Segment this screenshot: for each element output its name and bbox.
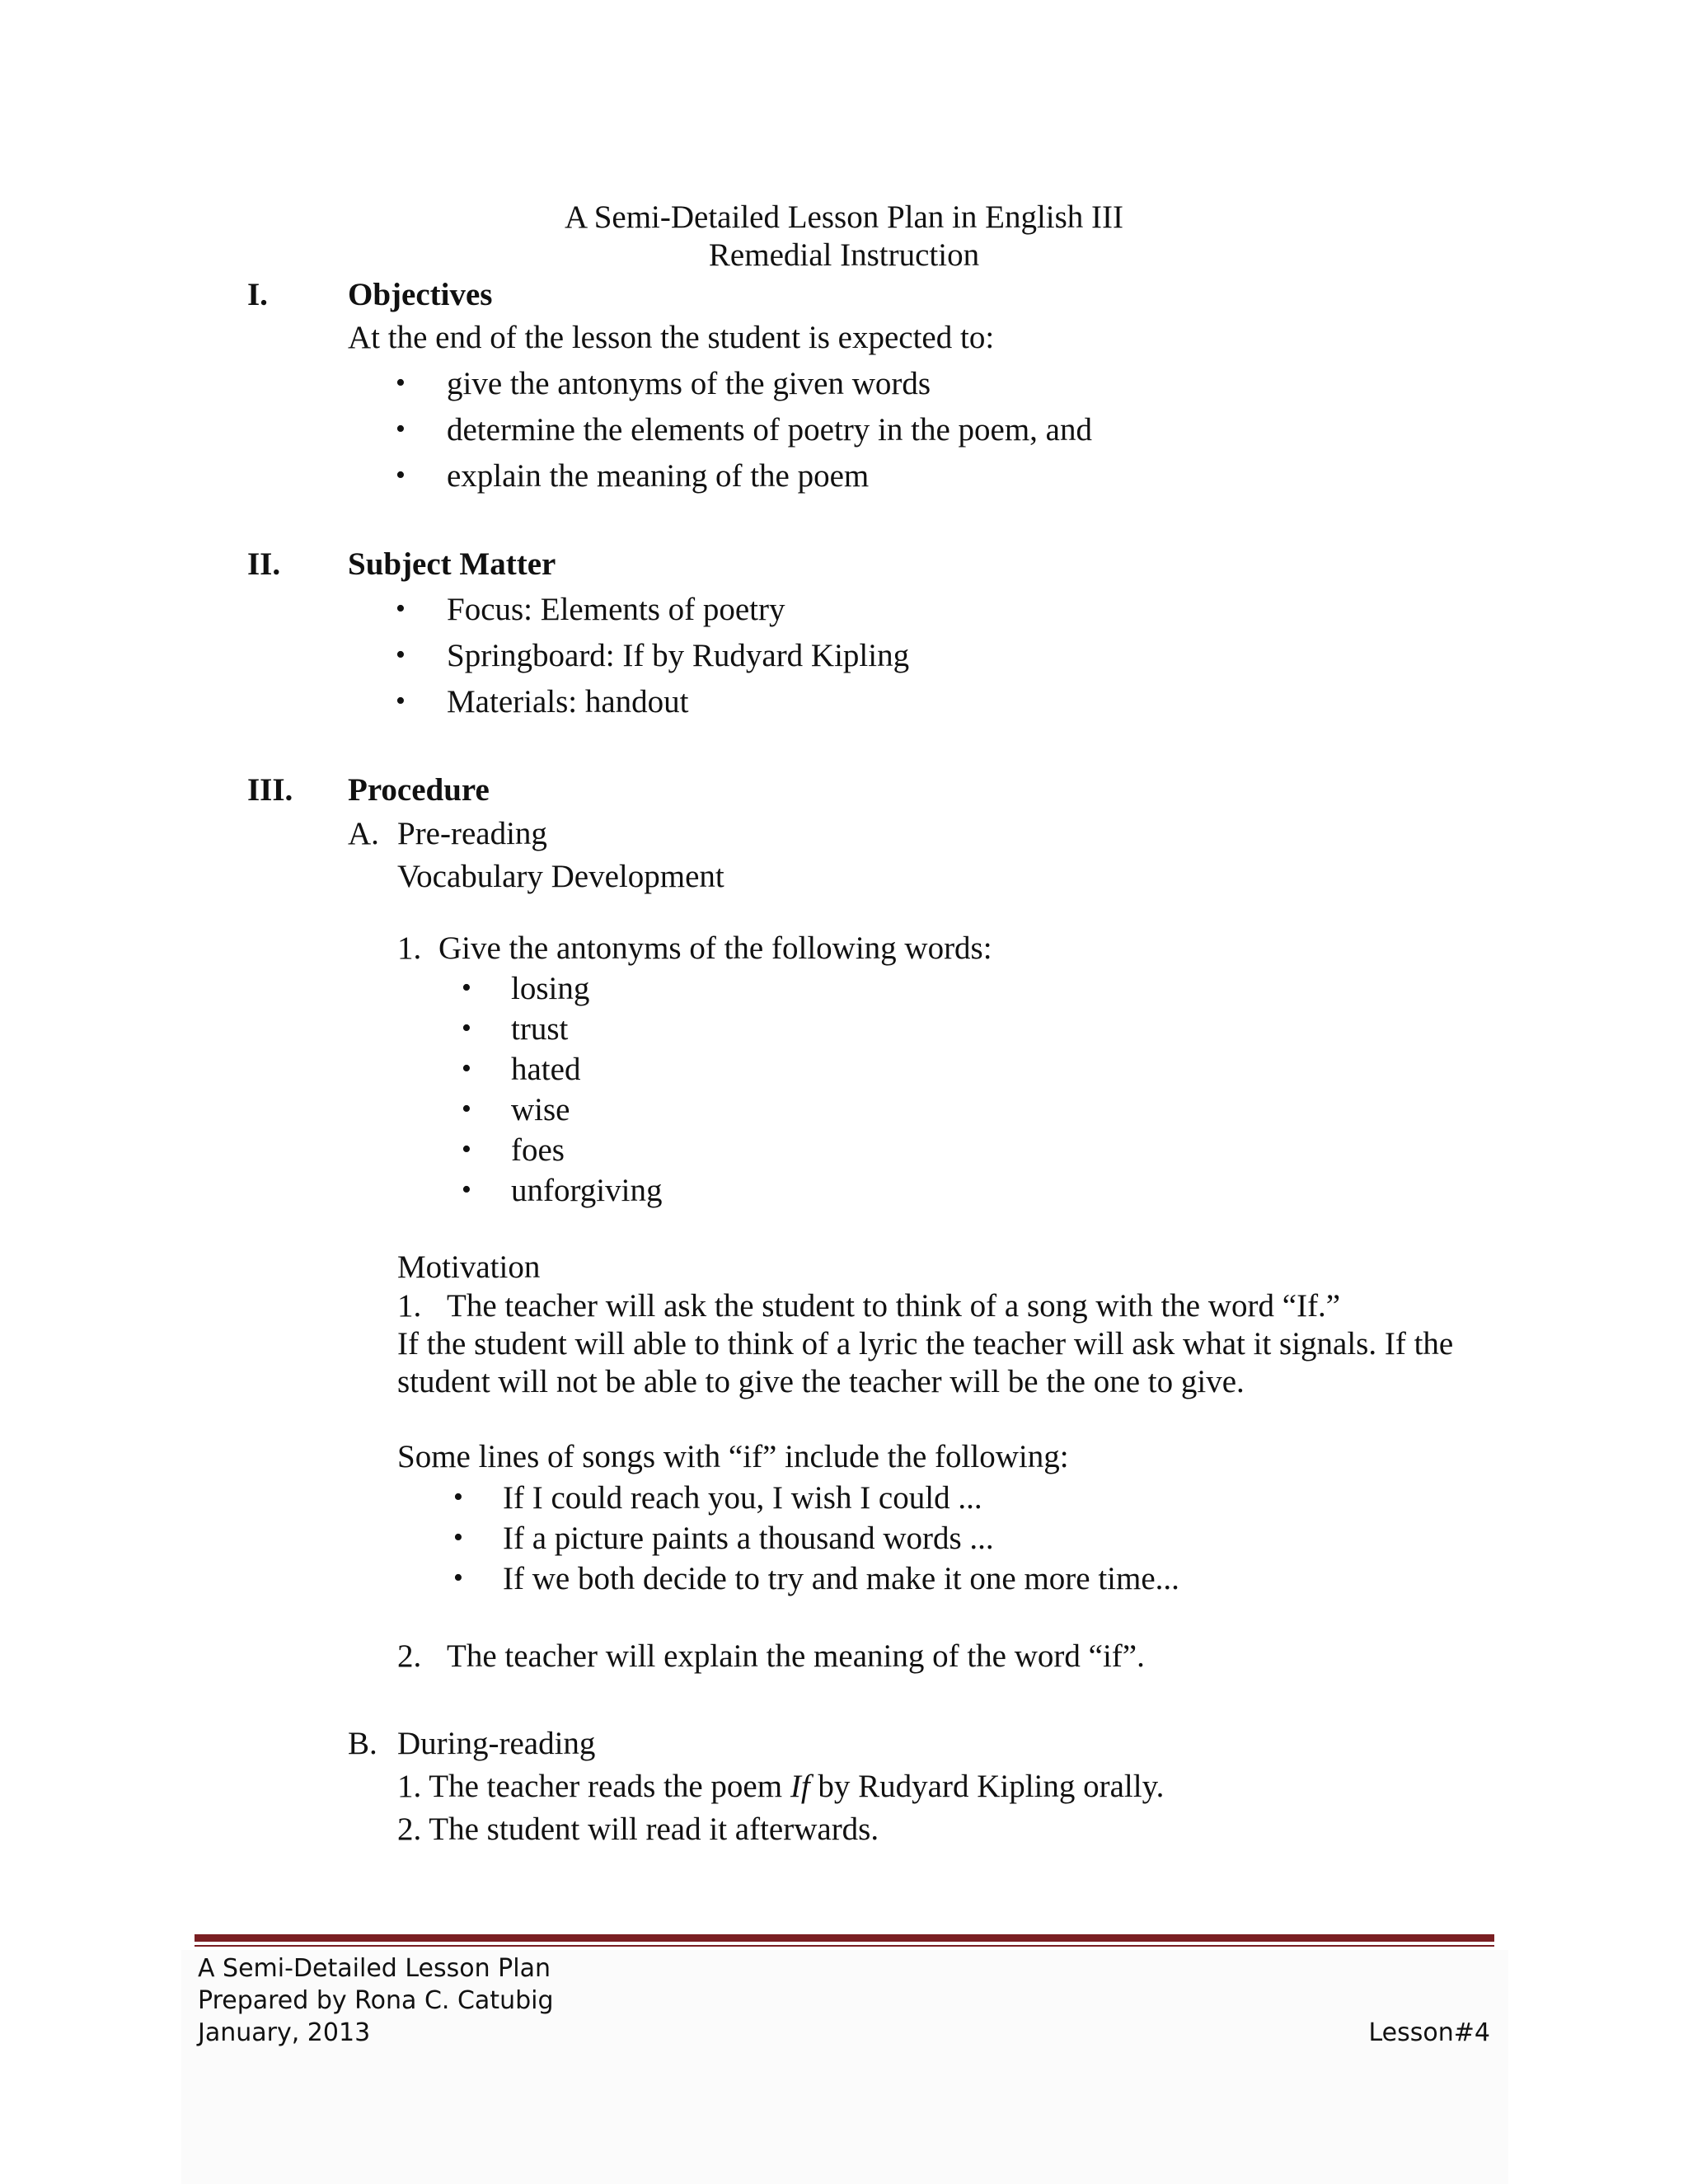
vocab-word: wise (511, 1092, 570, 1127)
subject-matter-item: Materials: handout (447, 684, 689, 719)
vocabulary-heading: Vocabulary Development (397, 859, 724, 894)
bullet-icon: • (453, 1522, 463, 1553)
subject-matter-item: Springboard: If by Rudyard Kipling (447, 638, 910, 673)
bullet-icon: • (462, 1013, 471, 1043)
bullet-icon: • (462, 1174, 471, 1205)
during-reading-step1 (397, 1770, 1164, 1802)
footer-date: January, 2013 (198, 2018, 371, 2047)
bullet-icon: • (462, 1094, 471, 1124)
motivation-step1: The teacher will ask the student to think of a song with the word “If.” (447, 1288, 1341, 1324)
vocab-word: losing (511, 971, 590, 1006)
vocab-word: foes (511, 1132, 565, 1168)
bullet-icon: • (462, 972, 471, 1003)
bullet-icon: • (462, 1053, 471, 1084)
motivation-paragraph-line: student will not be able to give the teacher will be the one to give. (397, 1364, 1245, 1399)
document-subtitle: Remedial Instruction (708, 237, 980, 273)
section-heading-subject-matter: Subject Matter (348, 546, 556, 582)
section-numeral-objectives: I. (247, 277, 268, 312)
bullet-icon: • (396, 593, 406, 624)
pre-reading-letter: A. (348, 816, 379, 851)
footer-rule (195, 1934, 1494, 1942)
bullet-icon: • (453, 1482, 463, 1512)
footer-rule-thin (195, 1945, 1494, 1947)
motivation-heading: Motivation (397, 1249, 541, 1285)
bullet-icon: • (462, 1134, 471, 1165)
vocab-word: hated (511, 1052, 581, 1087)
vocab-word: unforgiving (511, 1173, 663, 1208)
during-reading-step1-suffix: by Rudyard Kipling orally. (809, 1769, 1165, 1804)
during-reading-letter: B. (348, 1726, 377, 1761)
during-reading-label: During-reading (397, 1726, 596, 1761)
motivation-step1-number: 1. (397, 1288, 422, 1324)
objective-item: give the antonyms of the given words (447, 366, 931, 401)
song-line: If a picture paints a thousand words ... (503, 1521, 994, 1556)
footer-author: Prepared by Rona C. Catubig (198, 1986, 554, 2015)
section-heading-procedure: Procedure (348, 772, 490, 808)
vocab-instruction: Give the antonyms of the following words: (438, 930, 992, 966)
poem-title: If (790, 1769, 810, 1804)
during-reading-step2: 2. The student will read it afterwards. (397, 1811, 879, 1847)
bullet-icon: • (396, 414, 406, 444)
footer-background (181, 1950, 1508, 2184)
pre-reading-label: Pre-reading (397, 816, 547, 851)
bullet-icon: • (396, 368, 406, 398)
section-numeral-procedure: III. (247, 772, 293, 808)
motivation-paragraph-line: If the student will able to think of a lyric the teacher will ask what it signals. If the (397, 1326, 1454, 1361)
footer-lesson-number: Lesson#4 (1368, 2018, 1490, 2047)
vocab-item-number: 1. (397, 930, 422, 966)
vocab-word: trust (511, 1011, 569, 1047)
during-reading-step1-prefix: 1. The teacher reads the poem (397, 1769, 790, 1804)
song-line: If we both decide to try and make it one more time... (503, 1561, 1179, 1596)
motivation-step2-number: 2. (397, 1638, 422, 1674)
section-numeral-subject-matter: II. (247, 546, 281, 582)
songs-intro: Some lines of songs with “if” include the following: (397, 1439, 1069, 1474)
bullet-icon: • (396, 460, 406, 490)
document-title: A Semi-Detailed Lesson Plan in English III (564, 199, 1124, 235)
bullet-icon: • (396, 640, 406, 670)
song-line: If I could reach you, I wish I could ... (503, 1480, 982, 1516)
section-heading-objectives: Objectives (348, 277, 493, 312)
motivation-step2: The teacher will explain the meaning of the word “if”. (447, 1638, 1145, 1674)
bullet-icon: • (453, 1563, 463, 1593)
bullet-icon: • (396, 686, 406, 716)
objectives-intro: At the end of the lesson the student is expected to: (348, 320, 995, 355)
footer-doc-title: A Semi-Detailed Lesson Plan (198, 1954, 551, 1983)
objective-item: determine the elements of poetry in the poem, and (447, 412, 1092, 448)
subject-matter-item: Focus: Elements of poetry (447, 592, 785, 627)
objective-item: explain the meaning of the poem (447, 458, 870, 494)
